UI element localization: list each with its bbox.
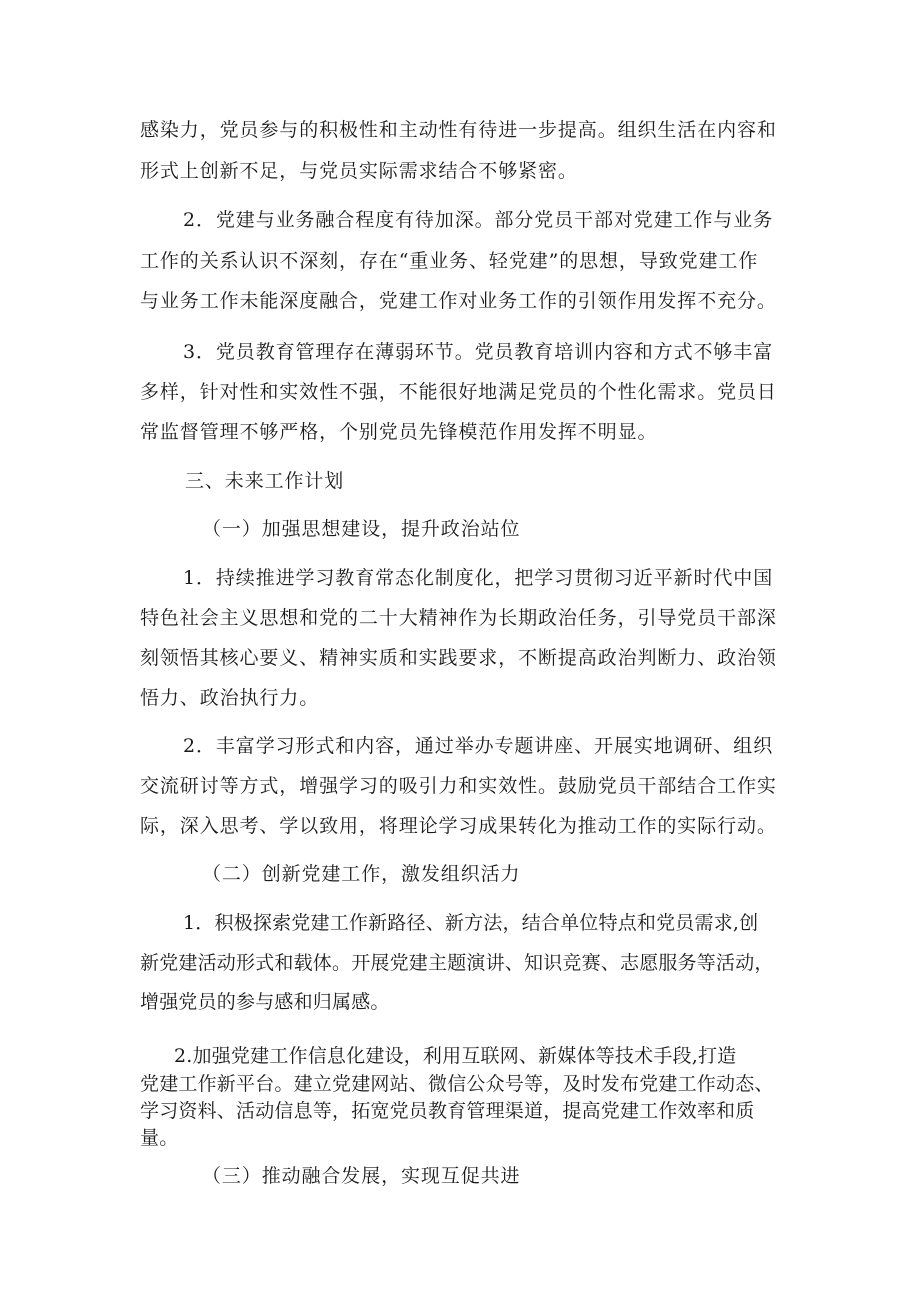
paragraph-5-line-1: 2．丰富学习形式和内容，通过举办专题讲座、开展实地调研、组织	[183, 735, 774, 757]
paragraph-3-line-3: 常监督管理不够严格，个别党员先锋模范作用发挥不明显。	[140, 421, 658, 443]
paragraph-4-line-3: 刻领悟其核心要义、精神实质和实践要求，不断提高政治判断力、政治领	[140, 647, 777, 669]
subsection-heading-3: （三）推动融合发展，实现互促共进	[202, 1165, 521, 1187]
paragraph-6-line-2: 新党建活动形式和载体。开展党建主题演讲、知识竞赛、志愿服务等活动，	[140, 952, 774, 974]
subsection-heading-1: （一）加强思想建设，提升政治站位	[202, 518, 521, 540]
paragraph-2-line-3: 与业务工作未能深度融合，党建工作对业务工作的引领作用发挥不充分。	[140, 290, 777, 312]
paragraph-7-line-3: 学习资料、活动信息等，拓宽党员教育管理渠道，提高党建工作效率和质	[140, 1100, 755, 1122]
subsection-heading-2: （二）创新党建工作，激发组织活力	[202, 863, 521, 885]
paragraph-1-line-2: 形式上创新不足，与党员实际需求结合不够紧密。	[140, 160, 578, 182]
paragraph-6-line-1: 1．积极探索党建工作新路径、新方法，结合单位特点和党员需求,创	[183, 912, 759, 934]
paragraph-4-line-1: 1．持续推进学习教育常态化制度化，把学习贯彻习近平新时代中国	[183, 567, 774, 589]
paragraph-6-line-3: 增强党员的参与感和归属感。	[140, 991, 390, 1013]
paragraph-2-line-1: 2．党建与业务融合程度有待加深。部分党员干部对党建工作与业务	[183, 209, 774, 231]
paragraph-3-line-2: 多样，针对性和实效性不强，不能很好地满足党员的个性化需求。党员日	[140, 381, 777, 403]
section-heading-3: 三、未来工作计划	[185, 470, 345, 492]
paragraph-4-line-4: 悟力、政治执行力。	[140, 687, 320, 709]
paragraph-5-line-3: 际，深入思考、学以致用，将理论学习成果转化为推动工作的实际行动。	[140, 815, 777, 837]
paragraph-2-line-2: 工作的关系认识不深刻，存在“重业务、轻党建”的思想，导致党建工作	[140, 250, 759, 272]
paragraph-1-line-1: 感染力，党员参与的积极性和主动性有待进一步提高。组织生活在内容和	[140, 119, 777, 141]
paragraph-7-line-2: 党建工作新平台。建立党建网站、微信公众号等，及时发布党建工作动态、	[140, 1073, 774, 1095]
paragraph-3-line-1: 3．党员教育管理存在薄弱环节。党员教育培训内容和方式不够丰富	[183, 341, 774, 363]
paragraph-4-line-2: 特色社会主义思想和党的二十大精神作为长期政治任务，引导党员干部深	[140, 607, 777, 629]
paragraph-7-line-4: 量。	[140, 1127, 179, 1149]
paragraph-5-line-2: 交流研讨等方式，增强学习的吸引力和实效性。鼓励党员干部结合工作实	[140, 775, 777, 797]
paragraph-7-line-1: 2.加强党建工作信息化建设，利用互联网、新媒体等技术手段,打造	[174, 1045, 737, 1067]
